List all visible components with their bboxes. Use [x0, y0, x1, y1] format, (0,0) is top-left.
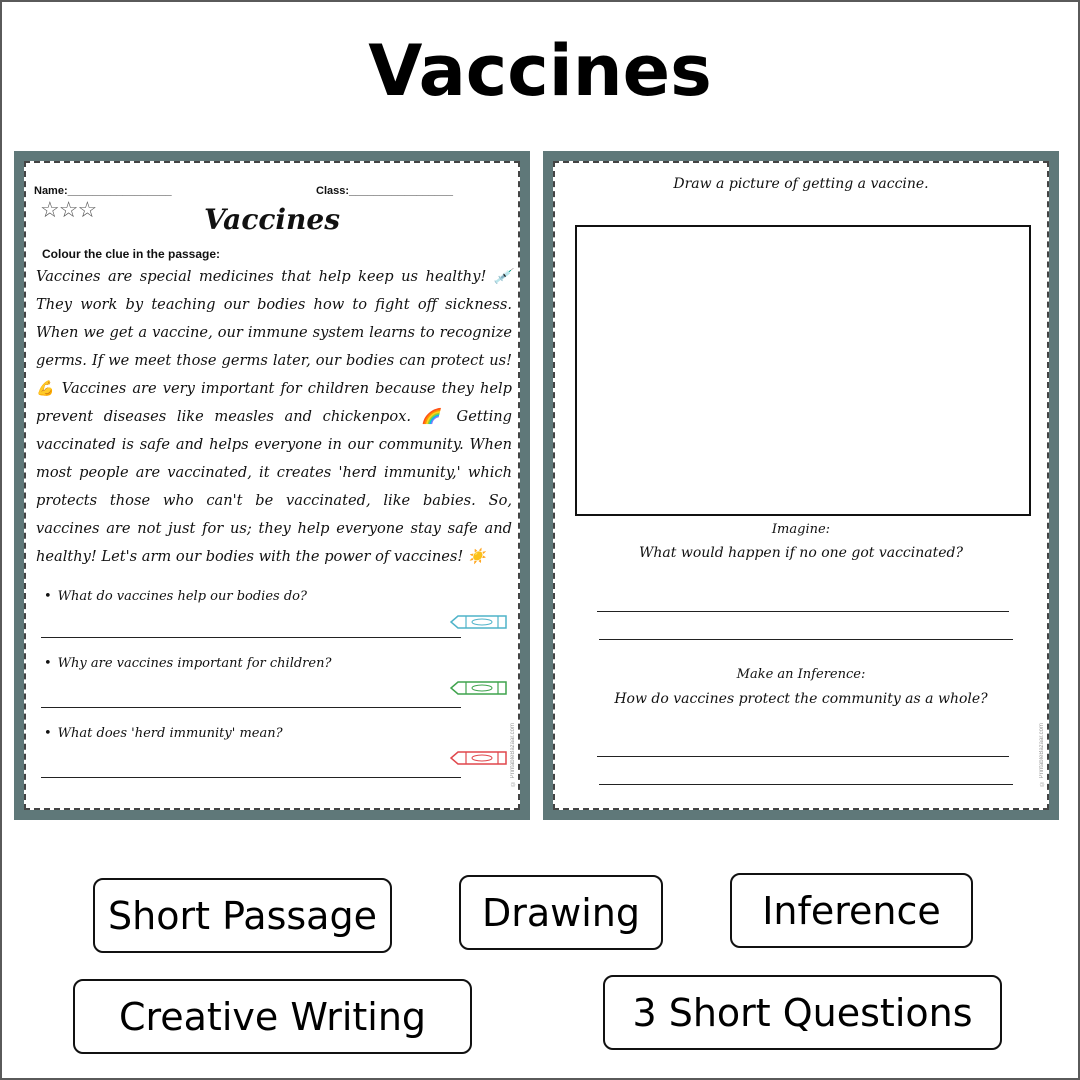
activity-sheet-preview	[543, 151, 1059, 820]
question-text: Why are vaccines important for children?	[57, 656, 332, 671]
answer-line[interactable]	[41, 777, 461, 778]
writing-line[interactable]	[597, 756, 1009, 757]
worksheet-instruction: Colour the clue in the passage:	[42, 247, 221, 261]
inference-label: Make an Inference:	[736, 667, 866, 682]
tag-creative-writing: Creative Writing	[73, 979, 472, 1054]
answer-line[interactable]	[41, 637, 461, 638]
imagine-label: Imagine:	[771, 522, 831, 537]
name-field-label: Name:_________________	[34, 185, 172, 197]
crayon-icon	[450, 615, 508, 629]
tag-short-passage: Short Passage	[93, 878, 392, 953]
drawing-box[interactable]	[575, 225, 1031, 516]
inference-question: How do vaccines protect the community as a whole?	[614, 691, 988, 707]
page-title: Vaccines	[368, 30, 712, 112]
tag-3-short-questions: 3 Short Questions	[603, 975, 1002, 1050]
worksheet-title: Vaccines	[204, 203, 340, 236]
question-2: • Why are vaccines important for children?	[44, 656, 332, 671]
tag-inference: Inference	[730, 873, 973, 948]
writing-line[interactable]	[599, 639, 1013, 640]
class-field-label: Class:_________________	[316, 185, 454, 197]
activity-paper	[553, 161, 1049, 810]
crayon-icon	[450, 751, 508, 765]
crayon-icon	[450, 681, 508, 695]
question-1: • What do vaccines help our bodies do?	[44, 589, 307, 604]
watermark: © PrintableBazaar.com	[510, 723, 516, 787]
question-text: What does 'herd immunity' mean?	[57, 726, 283, 741]
tag-drawing: Drawing	[459, 875, 663, 950]
watermark: © PrintableBazaar.com	[1039, 723, 1045, 787]
draw-prompt: Draw a picture of getting a vaccine.	[673, 176, 929, 192]
rating-stars-icon: ☆☆☆	[40, 197, 97, 222]
writing-line[interactable]	[599, 784, 1013, 785]
writing-line[interactable]	[597, 611, 1009, 612]
answer-line[interactable]	[41, 707, 461, 708]
question-3: • What does 'herd immunity' mean?	[44, 726, 283, 741]
worksheet-preview	[14, 151, 530, 820]
reading-passage: Vaccines are special medicines that help keep us healthy! 💉 They work by teaching our bodies how to fight off sickness. When we get a vaccine, our immune system learns to recognize germs. If we meet those germs later, our bodies can protect us! 💪 Vaccines are very important for children because they help prevent diseases like measles and chickenpox. 🌈 Getting vaccinated is safe and helps everyone in our community. When most people are vaccinated, it creates 'herd immunity,' which protects those who can't be vaccinated, like babies. So, vaccines are not just for us; they help everyone stay safe and healthy! Let's arm our bodies with the power of vaccines! ☀️	[36, 268, 512, 565]
imagine-question: What would happen if no one got vaccinated?	[639, 545, 963, 561]
worksheet-paper	[24, 161, 520, 810]
question-text: What do vaccines help our bodies do?	[57, 589, 307, 604]
